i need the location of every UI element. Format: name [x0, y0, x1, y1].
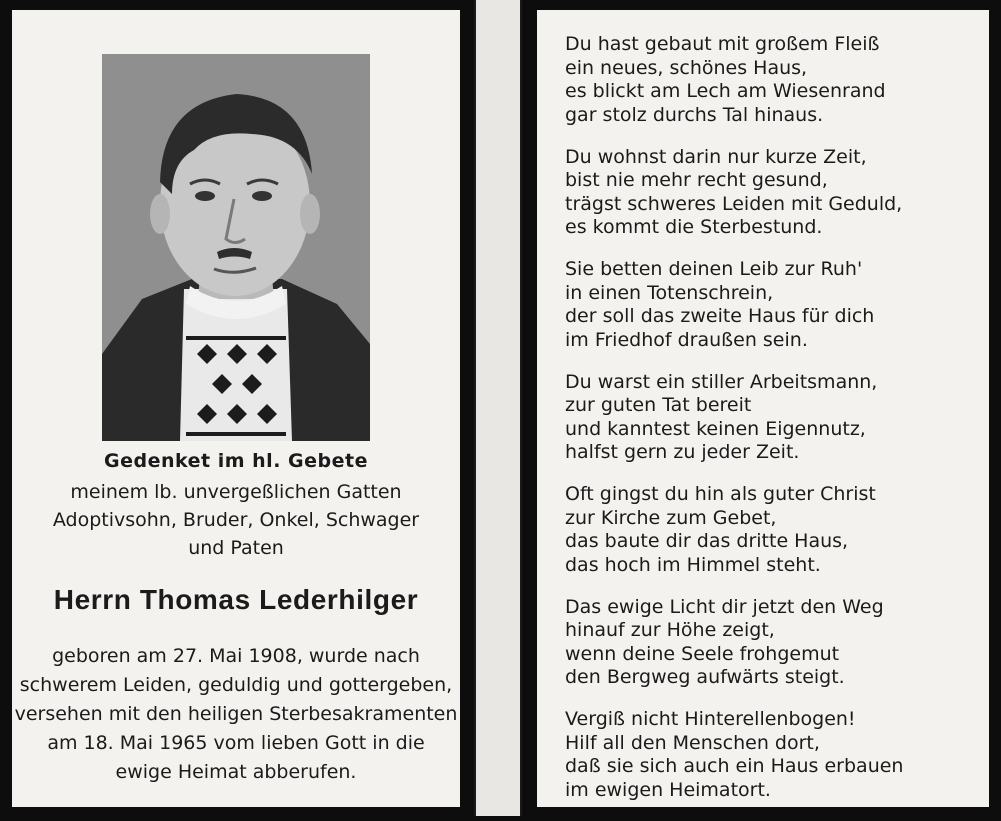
- memorial-poem: [565, 33, 975, 821]
- poem-stanza: [565, 708, 975, 802]
- poem-line: in einen Totenschrein,: [565, 281, 774, 304]
- poem-line: hinauf zur Höhe zeigt,: [565, 619, 775, 641]
- poem-line: ein neues, schönes Haus,: [565, 56, 808, 79]
- poem-line: das baute dir das dritte Haus,: [565, 530, 849, 552]
- poem-stanza: [565, 596, 975, 690]
- poem-line: zur Kirche zum Gebet,: [565, 506, 777, 529]
- poem-line: Das ewige Licht dir jetzt den Weg: [565, 595, 884, 618]
- portrait-photo: [102, 54, 370, 441]
- memorial-card-right: [537, 10, 989, 807]
- poem-line: Du warst ein stiller Arbeitsmann,: [565, 370, 878, 393]
- poem-line: das hoch im Himmel steht.: [565, 553, 821, 576]
- bio-line: versehen mit den heiligen Sterbesakramenten: [14, 703, 458, 725]
- poem-line: im ewigen Heimatort.: [565, 778, 771, 801]
- poem-stanza: [565, 371, 975, 465]
- poem-line: es blickt am Lech am Wiesenrand: [565, 80, 886, 102]
- dedication-text: [12, 478, 460, 562]
- poem-stanza: [565, 483, 975, 577]
- bio-line: ewige Heimat abberufen.: [115, 761, 357, 783]
- poem-line: es kommt die Sterbestund.: [565, 216, 823, 238]
- deceased-name: Herrn Thomas Lederhilger: [53, 584, 419, 615]
- poem-line: und kanntest keinen Eigennutz,: [565, 417, 866, 440]
- dedication-line: Adoptivsohn, Bruder, Onkel, Schwager: [52, 509, 420, 531]
- poem-line: Du wohnst darin nur kurze Zeit,: [565, 145, 867, 168]
- portrait-illustration: [102, 54, 370, 441]
- memorial-heading: Gedenket im hl. Gebete: [104, 450, 368, 472]
- card-fold-strip: [474, 0, 522, 816]
- dedication-line: und Paten: [188, 537, 284, 559]
- biography-text: [12, 642, 460, 787]
- poem-stanza: [565, 146, 975, 240]
- poem-line: im Friedhof draußen sein.: [565, 328, 808, 351]
- poem-line: bist nie mehr recht gesund,: [565, 169, 828, 191]
- bio-line: schwerem Leiden, geduldig und gottergeben,: [19, 674, 453, 696]
- poem-line: Du hast gebaut mit großem Fleiß: [565, 33, 880, 55]
- poem-line: halfst gern zu jeder Zeit.: [565, 441, 800, 463]
- bio-line: geboren am 27. Mai 1908, wurde nach: [52, 645, 420, 667]
- poem-line: Sie betten deinen Leib zur Ruh': [565, 258, 863, 280]
- poem-line: Oft gingst du hin als guter Christ: [565, 483, 876, 505]
- poem-stanza: [565, 33, 975, 127]
- poem-line: Vergiß nicht Hinterellenbogen!: [565, 708, 856, 730]
- memorial-card-left: [12, 10, 460, 807]
- bio-line: am 18. Mai 1965 vom lieben Gott in die: [47, 732, 425, 754]
- poem-line: zur guten Tat bereit: [565, 394, 752, 416]
- poem-line: daß sie sich auch ein Haus erbauen: [565, 755, 904, 777]
- poem-line: Hilf all den Menschen dort,: [565, 731, 820, 754]
- dedication-line: meinem lb. unvergeßlichen Gatten: [70, 481, 402, 503]
- poem-line: wenn deine Seele frohgemut: [565, 642, 840, 665]
- poem-stanza: [565, 258, 975, 352]
- poem-line: der soll das zweite Haus für dich: [565, 305, 875, 327]
- poem-line: den Bergweg aufwärts steigt.: [565, 666, 845, 688]
- poem-line: trägst schweres Leiden mit Geduld,: [565, 192, 903, 215]
- poem-line: gar stolz durchs Tal hinaus.: [565, 103, 824, 126]
